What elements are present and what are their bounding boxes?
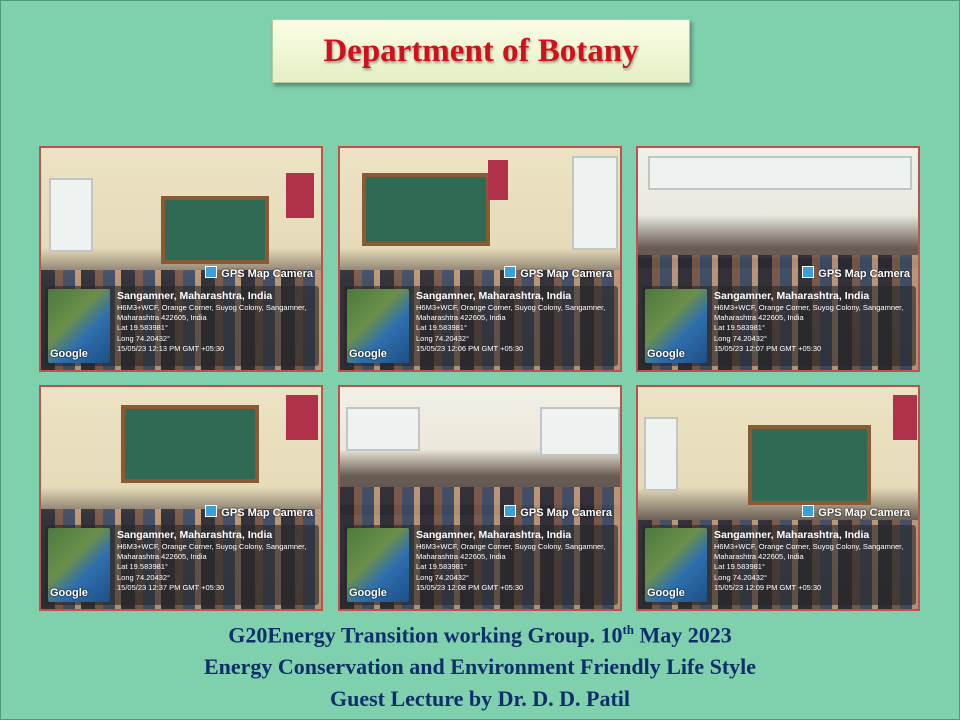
timestamp: 15/05/23 12:09 PM GMT +05:30	[714, 583, 822, 592]
location-address: H6M3+WCF, Orange Corner, Suyog Colony, Sangamner, Maharashtra 422605, India	[714, 542, 904, 561]
gps-camera-badge: GPS Map Camera	[504, 266, 612, 280]
gps-camera-badge: GPS Map Camera	[205, 266, 313, 280]
longitude: Long 74.20432°	[714, 572, 768, 582]
gps-camera-badge: GPS Map Camera	[504, 505, 612, 519]
google-logo: Google	[50, 587, 88, 599]
gps-camera-badge: GPS Map Camera	[802, 505, 910, 519]
gps-camera-badge: GPS Map Camera	[802, 266, 910, 280]
location-name: Sangamner, Maharashtra, India	[714, 529, 870, 541]
latitude: Lat 19.583981°	[416, 562, 467, 571]
gps-camera-badge: GPS Map Camera	[205, 505, 313, 519]
timestamp: 15/05/23 12:06 PM GMT +05:30	[416, 344, 524, 353]
latitude: Lat 19.583981°	[714, 562, 765, 571]
classroom-photo	[39, 385, 323, 611]
classroom-photo	[338, 146, 622, 372]
caption-line-speaker: Guest Lecture by Dr. D. D. Patil	[329, 686, 631, 711]
location-address: H6M3+WCF, Orange Corner, Suyog Colony, Sangamner, Maharashtra 422605, India	[416, 542, 606, 561]
latitude: Lat 19.583981°	[714, 323, 765, 332]
timestamp: 15/05/23 12:13 PM GMT +05:30	[117, 344, 225, 353]
caption-line-topic: Energy Conservation and Environment Friendly Life Style	[203, 654, 757, 679]
gps-pin-icon	[205, 266, 217, 278]
gps-location-card	[344, 286, 618, 366]
location-name: Sangamner, Maharashtra, India	[117, 529, 273, 541]
location-name: Sangamner, Maharashtra, India	[416, 290, 572, 302]
timestamp: 15/05/23 12:08 PM GMT +05:30	[416, 583, 524, 592]
location-address: H6M3+WCF, Orange Corner, Suyog Colony, Sangamner, Maharashtra 422605, India	[117, 303, 307, 322]
location-address: H6M3+WCF, Orange Corner, Suyog Colony, Sangamner, Maharashtra 422605, India	[714, 303, 904, 322]
location-address: H6M3+WCF, Orange Corner, Suyog Colony, Sangamner, Maharashtra 422605, India	[416, 303, 606, 322]
gps-pin-icon	[802, 505, 814, 517]
gps-location-card	[45, 286, 319, 366]
longitude: Long 74.20432°	[117, 572, 171, 582]
latitude: Lat 19.583981°	[117, 562, 168, 571]
title-banner	[272, 19, 690, 83]
classroom-photo	[636, 146, 920, 372]
longitude: Long 74.20432°	[117, 333, 171, 343]
timestamp: 15/05/23 12:07 PM GMT +05:30	[714, 344, 822, 353]
google-logo: Google	[349, 587, 387, 599]
timestamp: 15/05/23 12:37 PM GMT +05:30	[117, 583, 225, 592]
gps-location-card	[344, 525, 618, 605]
gps-pin-icon	[504, 505, 516, 517]
latitude: Lat 19.583981°	[416, 323, 467, 332]
google-logo: Google	[50, 348, 88, 360]
caption-line-event: G20Energy Transition working Group. 10th May 2023	[228, 622, 732, 648]
gps-pin-icon	[802, 266, 814, 278]
latitude: Lat 19.583981°	[117, 323, 168, 332]
gps-pin-icon	[504, 266, 516, 278]
google-logo: Google	[647, 348, 685, 360]
google-logo: Google	[349, 348, 387, 360]
google-logo: Google	[647, 587, 685, 599]
classroom-photo	[39, 146, 323, 372]
location-name: Sangamner, Maharashtra, India	[714, 290, 870, 302]
gps-location-card	[642, 286, 916, 366]
classroom-photo	[636, 385, 920, 611]
gps-location-card	[45, 525, 319, 605]
classroom-photo	[338, 385, 622, 611]
location-name: Sangamner, Maharashtra, India	[117, 290, 273, 302]
longitude: Long 74.20432°	[416, 572, 470, 582]
page-title: Department of Botany	[323, 32, 639, 69]
location-name: Sangamner, Maharashtra, India	[416, 529, 572, 541]
location-address: H6M3+WCF, Orange Corner, Suyog Colony, Sangamner, Maharashtra 422605, India	[117, 542, 307, 561]
longitude: Long 74.20432°	[714, 333, 768, 343]
gps-location-card	[642, 525, 916, 605]
longitude: Long 74.20432°	[416, 333, 470, 343]
gps-pin-icon	[205, 505, 217, 517]
